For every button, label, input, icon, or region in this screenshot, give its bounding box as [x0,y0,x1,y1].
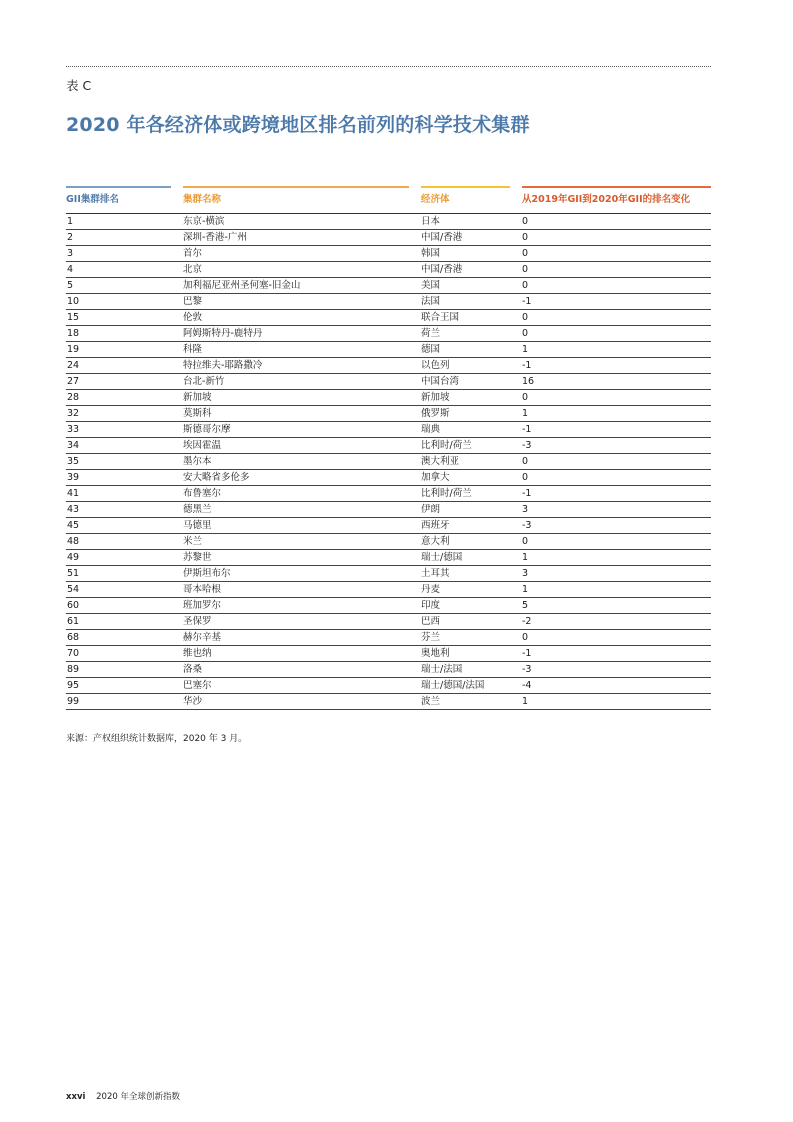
cell-rank: 24 [66,358,183,374]
cell-rank-change: 1 [522,406,711,422]
table-row [66,598,711,614]
cell-cluster-name: 米兰 [183,534,421,550]
table-label: 表 C [66,78,92,93]
column-header-economy: 经济体 [421,184,522,214]
cell-economy: 澳大利亚 [421,454,522,470]
cell-cluster-name: 班加罗尔 [183,598,421,614]
cell-economy: 伊朗 [421,502,522,518]
cell-rank: 60 [66,598,183,614]
table-row [66,406,711,422]
cell-rank-change: 1 [522,342,711,358]
cell-cluster-name: 布鲁塞尔 [183,486,421,502]
cell-rank: 70 [66,646,183,662]
cell-economy: 美国 [421,278,522,294]
cell-economy: 中国台湾 [421,374,522,390]
table-row [66,294,711,310]
cell-cluster-name: 苏黎世 [183,550,421,566]
cell-cluster-name: 首尔 [183,246,421,262]
table-row [66,630,711,646]
table-body [66,214,711,710]
table-row [66,678,711,694]
cell-rank-change: 1 [522,582,711,598]
cell-cluster-name: 德黑兰 [183,502,421,518]
cell-rank-change: 0 [522,390,711,406]
cell-rank-change: -1 [522,646,711,662]
table-row [66,502,711,518]
cell-rank-change: 0 [522,214,711,230]
cell-cluster-name: 华沙 [183,694,421,710]
cell-rank-change: 0 [522,278,711,294]
cell-cluster-name: 深圳-香港-广州 [183,230,421,246]
page-number: xxvi [66,1092,86,1102]
table-row [66,230,711,246]
cell-rank: 35 [66,454,183,470]
cell-economy: 巴西 [421,614,522,630]
table-row [66,310,711,326]
cell-rank: 43 [66,502,183,518]
cluster-ranking-table [66,184,711,710]
cell-rank: 32 [66,406,183,422]
cell-economy: 加拿大 [421,470,522,486]
table-row [66,278,711,294]
cell-rank-change: 3 [522,566,711,582]
cell-rank-change: 0 [522,534,711,550]
cell-rank-change: -1 [522,294,711,310]
table-row [66,246,711,262]
cell-cluster-name: 墨尔本 [183,454,421,470]
source-note: 来源：产权组织统计数据库，2020 年 3 月。 [66,734,248,744]
cell-rank-change: 0 [522,630,711,646]
table-row [66,342,711,358]
cell-economy: 瑞典 [421,422,522,438]
cell-rank-change: 0 [522,262,711,278]
cell-rank: 2 [66,230,183,246]
page-footer [66,1090,180,1102]
table-row [66,438,711,454]
table-row [66,518,711,534]
cell-rank: 1 [66,214,183,230]
column-header-rank-change: 从2019年GII到2020年GII的排名变化 [522,184,711,214]
cell-rank: 49 [66,550,183,566]
cell-economy: 韩国 [421,246,522,262]
cell-economy: 法国 [421,294,522,310]
cell-rank-change: -1 [522,358,711,374]
cell-cluster-name: 伦敦 [183,310,421,326]
cell-economy: 俄罗斯 [421,406,522,422]
table-row [66,390,711,406]
cell-economy: 波兰 [421,694,522,710]
top-dotted-rule [66,66,711,67]
cell-rank: 41 [66,486,183,502]
cell-cluster-name: 台北-新竹 [183,374,421,390]
cell-cluster-name: 科隆 [183,342,421,358]
table-row [66,534,711,550]
cell-cluster-name: 圣保罗 [183,614,421,630]
table-row [66,262,711,278]
cell-rank: 34 [66,438,183,454]
cell-rank-change: 1 [522,694,711,710]
cell-cluster-name: 伊斯坦布尔 [183,566,421,582]
cell-rank-change: -3 [522,662,711,678]
cell-economy: 奥地利 [421,646,522,662]
table-row [66,694,711,710]
cell-cluster-name: 洛桑 [183,662,421,678]
cell-rank: 5 [66,278,183,294]
table-row [66,614,711,630]
cell-rank-change: 16 [522,374,711,390]
cell-cluster-name: 安大略省多伦多 [183,470,421,486]
cell-rank-change: 0 [522,454,711,470]
table-row [66,646,711,662]
cell-economy: 比利时/荷兰 [421,486,522,502]
cell-cluster-name: 莫斯科 [183,406,421,422]
cell-rank: 10 [66,294,183,310]
cell-rank: 19 [66,342,183,358]
cell-cluster-name: 马德里 [183,518,421,534]
cell-rank: 3 [66,246,183,262]
cell-rank-change: 5 [522,598,711,614]
table-row [66,486,711,502]
cell-rank: 45 [66,518,183,534]
cell-cluster-name: 埃因霍温 [183,438,421,454]
column-header-cluster: 集群名称 [183,184,421,214]
cell-rank: 99 [66,694,183,710]
cell-rank: 28 [66,390,183,406]
cell-economy: 以色列 [421,358,522,374]
cell-economy: 意大利 [421,534,522,550]
cell-rank: 48 [66,534,183,550]
cell-rank-change: 0 [522,310,711,326]
cell-rank-change: 0 [522,326,711,342]
cell-economy: 瑞士/德国 [421,550,522,566]
cell-rank-change: -3 [522,438,711,454]
table-row [66,566,711,582]
cell-economy: 土耳其 [421,566,522,582]
page-title: 2020 年各经济体或跨境地区排名前列的科学技术集群 [66,114,530,136]
cell-cluster-name: 维也纳 [183,646,421,662]
cell-rank: 33 [66,422,183,438]
cell-rank: 18 [66,326,183,342]
cell-rank: 4 [66,262,183,278]
cell-rank: 68 [66,630,183,646]
cell-rank: 89 [66,662,183,678]
cell-cluster-name: 赫尔辛基 [183,630,421,646]
cell-rank: 95 [66,678,183,694]
cell-economy: 瑞士/法国 [421,662,522,678]
cell-rank: 61 [66,614,183,630]
column-header-rank: GII集群排名 [66,184,183,214]
table-row [66,358,711,374]
cell-rank: 51 [66,566,183,582]
cell-economy: 西班牙 [421,518,522,534]
cell-economy: 丹麦 [421,582,522,598]
cell-rank-change: -1 [522,486,711,502]
table-row [66,454,711,470]
cell-rank-change: 1 [522,550,711,566]
cell-economy: 荷兰 [421,326,522,342]
table-row [66,422,711,438]
cell-rank-change: -1 [522,422,711,438]
cell-cluster-name: 巴黎 [183,294,421,310]
table-header-row [66,184,711,214]
table-row [66,582,711,598]
cell-rank: 54 [66,582,183,598]
cell-economy: 中国/香港 [421,262,522,278]
cell-rank-change: 0 [522,246,711,262]
cell-cluster-name: 加利福尼亚州圣何塞-旧金山 [183,278,421,294]
cell-cluster-name: 哥本哈根 [183,582,421,598]
cell-rank: 39 [66,470,183,486]
table-row [66,214,711,230]
table-row [66,662,711,678]
table-row [66,550,711,566]
cell-rank-change: -3 [522,518,711,534]
cell-rank: 27 [66,374,183,390]
cell-cluster-name: 北京 [183,262,421,278]
cell-cluster-name: 东京-横滨 [183,214,421,230]
cell-rank-change: -2 [522,614,711,630]
cell-economy: 瑞士/德国/法国 [421,678,522,694]
cell-rank-change: 0 [522,470,711,486]
cell-rank-change: -4 [522,678,711,694]
cell-rank: 15 [66,310,183,326]
cell-cluster-name: 巴塞尔 [183,678,421,694]
cell-economy: 中国/香港 [421,230,522,246]
cell-economy: 日本 [421,214,522,230]
table-row [66,470,711,486]
cell-cluster-name: 特拉维夫-耶路撒冷 [183,358,421,374]
cell-economy: 印度 [421,598,522,614]
cell-economy: 德国 [421,342,522,358]
cell-economy: 新加坡 [421,390,522,406]
cell-rank-change: 0 [522,230,711,246]
cell-cluster-name: 阿姆斯特丹-鹿特丹 [183,326,421,342]
cell-cluster-name: 新加坡 [183,390,421,406]
table-row [66,326,711,342]
cell-economy: 联合王国 [421,310,522,326]
cell-cluster-name: 斯德哥尔摩 [183,422,421,438]
table-row [66,374,711,390]
cell-economy: 芬兰 [421,630,522,646]
cell-economy: 比利时/荷兰 [421,438,522,454]
publication-name: 2020 年全球创新指数 [96,1092,180,1102]
cell-rank-change: 3 [522,502,711,518]
